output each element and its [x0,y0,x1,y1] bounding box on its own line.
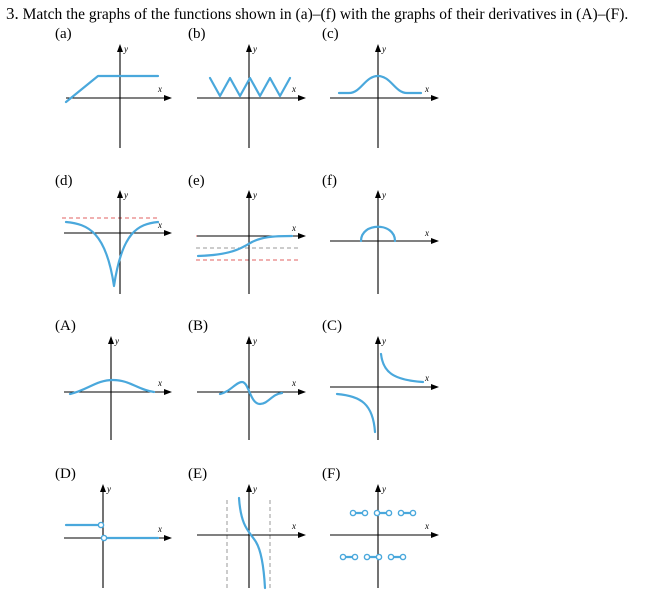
graph-label-C: (C) [322,318,342,334]
graph-label-f: (f) [322,173,337,189]
y-axis-label: y [382,484,386,494]
open-point [98,522,103,527]
graph-label-B: (B) [188,318,208,334]
curve [198,236,292,256]
curve [220,382,282,404]
y-axis-label: y [107,484,111,494]
curve [239,498,265,588]
x-axis-label: x [292,378,296,388]
graph-D [58,480,173,590]
curve-right [381,354,423,382]
y-axis-label: y [124,44,128,54]
graph-c [325,40,440,150]
graph-A [58,332,173,442]
graph-label-A: (A) [55,318,76,334]
graph-label-F: (F) [322,466,341,482]
x-axis-label: x [158,220,162,230]
x-axis-label: x [292,223,296,233]
x-axis-label: x [425,84,429,94]
x-axis-label: x [158,524,162,534]
x-axis-label: x [425,228,429,238]
graph-label-E: (E) [188,466,208,482]
y-axis-label: y [253,336,257,346]
graph-label-e: (e) [188,173,205,189]
graph-label-b: (b) [188,26,206,42]
graph-C [325,332,440,442]
graph-b [192,40,307,150]
x-axis-label: x [292,521,296,531]
graph-a [58,40,173,150]
question-text [6,4,628,24]
graph-d [58,186,173,296]
question-number: 3. [6,4,19,23]
y-axis-label: y [253,484,257,494]
graph-label-d: (d) [55,173,73,189]
y-axis-label: y [382,44,386,54]
graph-e [192,186,307,296]
x-axis-label: x [425,521,429,531]
y-axis-label: y [124,190,128,200]
graph-B [192,332,307,442]
open-point [101,535,106,540]
graph-label-a: (a) [55,26,72,42]
x-axis-label: x [425,373,429,383]
graph-E [192,480,307,590]
graph-f [325,186,440,296]
x-axis-label: x [158,84,162,94]
x-axis-label: x [292,84,296,94]
question-body: Match the graphs of the functions shown in (a)–(f) with the graphs of their derivatives in (A)–(F). [22,6,629,23]
curve-left [337,394,375,432]
graph-label-c: (c) [322,26,339,42]
graph-F [325,480,440,590]
y-axis-label: y [115,336,119,346]
curve [210,78,290,96]
curve [339,76,421,93]
curve [66,222,158,286]
y-axis-label: y [253,44,257,54]
y-axis-label: y [253,190,257,200]
x-axis-label: x [158,378,162,388]
y-axis-label: y [382,336,386,346]
y-axis-label: y [382,190,386,200]
graph-label-D: (D) [55,466,76,482]
